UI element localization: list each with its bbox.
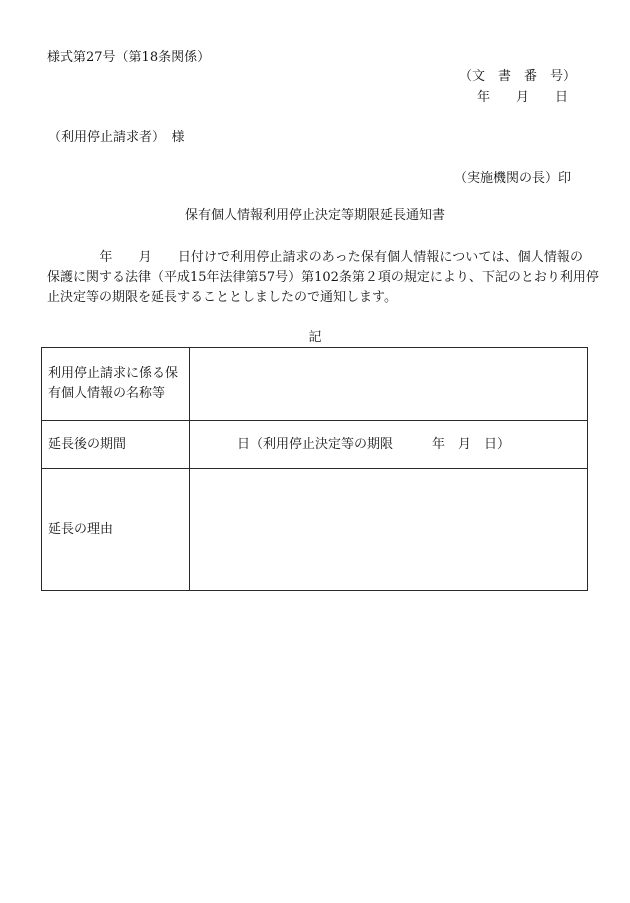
details-table [41,347,588,591]
row-label [42,348,190,421]
row-label-text: 延長後の期間 [48,436,127,452]
row-value [190,469,588,591]
issue-date: 年 月 日 [476,90,568,105]
row-value-text: 日（利用停止決定等の期限 年 月 日） [237,436,511,452]
body-line: 保護に関する法律（平成15年法律第57号）第102条第２項の規定により、下記のとおり利用停 [47,270,599,285]
row-label [42,421,190,469]
table-row [42,469,588,591]
document-number: （文 書 番 号） [458,69,576,84]
table-row [42,348,588,421]
addressee: （利用停止請求者） 様 [48,130,185,145]
issuer-name: （実施機関の長）印 [453,171,571,186]
row-value [190,421,588,469]
row-label-text: 利用停止請求に係る保有個人情報の名称等 [48,366,179,401]
body-line: 年 月 日付けで利用停止請求のあった保有個人情報については、個人情報の [47,250,583,265]
document-title: 保有個人情報利用停止決定等期限延長通知書 [184,208,445,223]
body-paragraph [47,248,599,308]
row-value [190,348,588,421]
row-label-text: 延長の理由 [48,521,114,537]
notes-heading: 記 [308,330,322,345]
row-label [42,469,190,591]
table-row [42,421,588,469]
form-number-label: 様式第27号（第18条関係） [47,50,211,65]
body-line: 止決定等の期限を延長することとしましたので通知します。 [47,290,397,305]
